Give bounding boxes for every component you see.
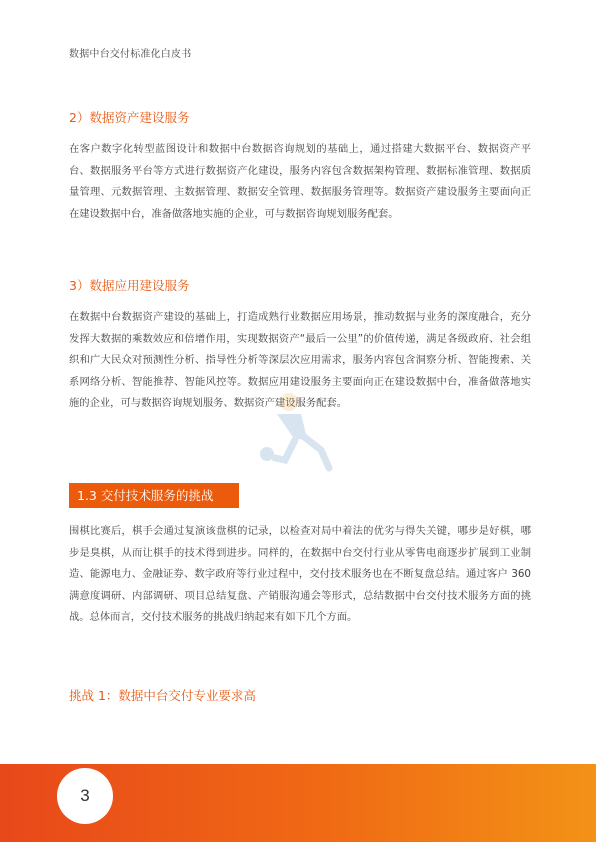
paragraph-delivery-challenges: 围棋比赛后，棋手会通过复演该盘棋的记录，以检查对局中着法的优劣与得失关键，哪步是好棋，哪步是臭棋，从而让棋手的技术得到进步。同样的，在数据中台交付行业从零售电商逐步扩展到工业制造、能源电力、金融证券、数字政府等行业过程中，交付技术服务也在不断复盘总结。通过客户 360 满意度调研、内部调研、项目总结复盘、产销服沟通会等形式，总结数据中台交付技术服务方面的挑战。总体而言，交付技术服务的挑战归纳起来有如下几个方面。 xyxy=(69,525,531,624)
section-title-bar: 1.3 交付技术服务的挑战 xyxy=(69,483,239,508)
page-number: 3 xyxy=(80,786,90,805)
paragraph-data-asset-service: 在客户数字化转型蓝图设计和数据中台数据咨询规划的基础上，通过搭建大数据平台、数据资产平台、数据服务平台等方式进行数据资产化建设，服务内容包含数据架构管理、数据标准管理、数据质量管理、元数据管理、主数据管理、数据安全管理、数据服务管理等。数据资产建设服务主要面向正在建设数据中台，准备做落地实施的企业，可与数据咨询规划服务配套。 xyxy=(69,143,531,220)
runner-figure-icon xyxy=(255,388,345,478)
heading-challenge-1: 挑战 1：数据中台交付专业要求高 xyxy=(69,688,256,703)
heading-data-application-service: 3）数据应用建设服务 xyxy=(69,278,190,293)
running-header: 数据中台交付标准化白皮书 xyxy=(69,49,192,60)
paragraph-data-application-service: 在数据中台数据资产建设的基础上，打造成熟行业数据应用场景，推动数据与业务的深度融合，充分发挥大数据的乘数效应和倍增作用，实现数据资产“最后一公里”的价值传递，满足各级政府、社会组织和广大民众对预测性分析、指导性分析等深层次应用需求，服务内容包含洞察分析、智能搜索、关系网络分析、智能推荐、智能风控等。数据应用建设服务主要面向正在建设数据中台，准备做落地实施的企业，可与数据咨询规划服务、数据资产建设服务配套。 xyxy=(69,311,531,410)
page-number-badge xyxy=(57,768,113,824)
heading-data-asset-service: 2）数据资产建设服务 xyxy=(69,110,190,125)
